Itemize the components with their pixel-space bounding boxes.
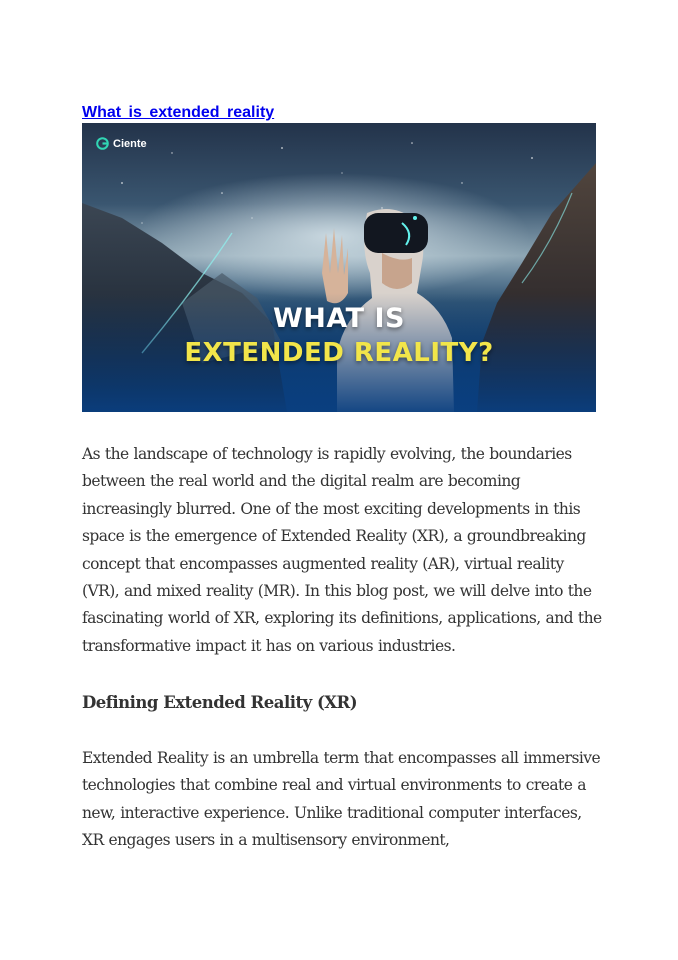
section-paragraph: Extended Reality is an umbrella term that encompasses all immersive technologies that combine real and virtual environments to create a new, interactive experience. Unlike traditional computer interfaces, XR engages users in a multisensory environment, (82, 749, 601, 850)
title-link[interactable]: What is extended reality (82, 104, 275, 121)
brand-logo (96, 137, 147, 150)
section-heading: Defining Extended Reality (XR) (82, 693, 358, 712)
hero-headline-line2: EXTENDED REALITY? (184, 338, 494, 368)
hero-headline-line1: WHAT IS (273, 303, 405, 334)
brand-name: Ciente (113, 137, 147, 150)
intro-paragraph: As the landscape of technology is rapidly evolving, the boundaries between the real world and the digital realm are becoming increasingly blurred. One of the most exciting developments in this space is the emergence of Extended Reality (XR), a groundbreaking concept that encompasses augmented reality (AR), virtual reality (VR), and mixed reality (MR). In this blog post, we will delve into the fascinating world of XR, exploring its definitions, applications, and the transformative impact it has on various industries. (82, 445, 602, 655)
ciente-logo-icon (96, 137, 109, 150)
hero-scene-illustration (82, 123, 596, 412)
hero-image (82, 123, 596, 412)
